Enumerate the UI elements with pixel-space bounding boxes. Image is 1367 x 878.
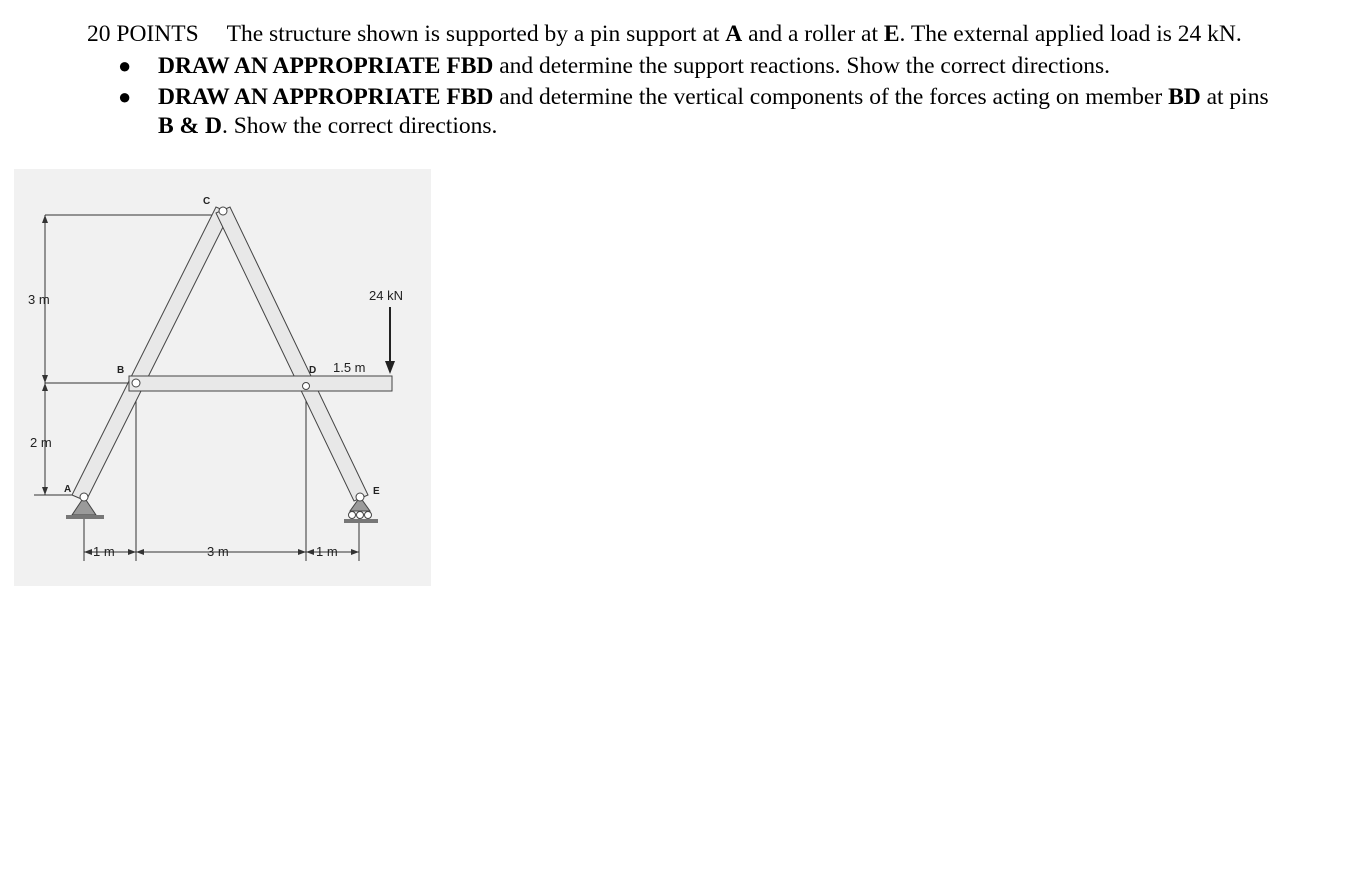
label-e: E (373, 486, 380, 497)
structure-figure (14, 169, 431, 586)
pin-label: A (725, 21, 743, 47)
label-c: C (203, 196, 211, 207)
bullet-dot: ● (118, 84, 132, 109)
pin-b (132, 379, 140, 387)
member-bd (129, 376, 392, 391)
bullet-text: and determine the support reactions. Show the correct directions. (493, 53, 1111, 79)
pin-d (303, 383, 310, 390)
problem-header (87, 21, 1242, 48)
member-label: BD (1168, 84, 1201, 110)
label-d: D (309, 365, 317, 376)
bullet-bold: DRAW AN APPROPRIATE FBD (158, 53, 494, 79)
pins-label: B & D (158, 113, 222, 139)
problem-statement: The structure shown is supported by a pin support at A and a roller at E. The external applied load is 24 kN. (226, 21, 1242, 47)
label-a: A (64, 484, 72, 495)
bullet-continuation: B & D. Show the correct directions. (158, 113, 498, 139)
load-label: 24 kN (369, 288, 403, 303)
bottom-mid-dimension: 3 m (207, 544, 229, 559)
bullet-bold: DRAW AN APPROPRIATE FBD (158, 84, 494, 110)
bottom-left-dimension: 1 m (93, 544, 115, 559)
pin-c (219, 207, 227, 215)
bullet-text: and determine the vertical components of the forces acting on member (493, 84, 1169, 110)
overhang-dimension: 1.5 m (333, 360, 366, 375)
label-b: B (117, 365, 125, 376)
roller-label: E (883, 21, 900, 47)
points-label: 20 POINTS (87, 21, 199, 47)
left-upper-dimension: 3 m (28, 292, 50, 307)
bullet-dot: ● (118, 53, 132, 78)
left-lower-dimension: 2 m (30, 435, 52, 450)
bottom-right-dimension: 1 m (316, 544, 338, 559)
